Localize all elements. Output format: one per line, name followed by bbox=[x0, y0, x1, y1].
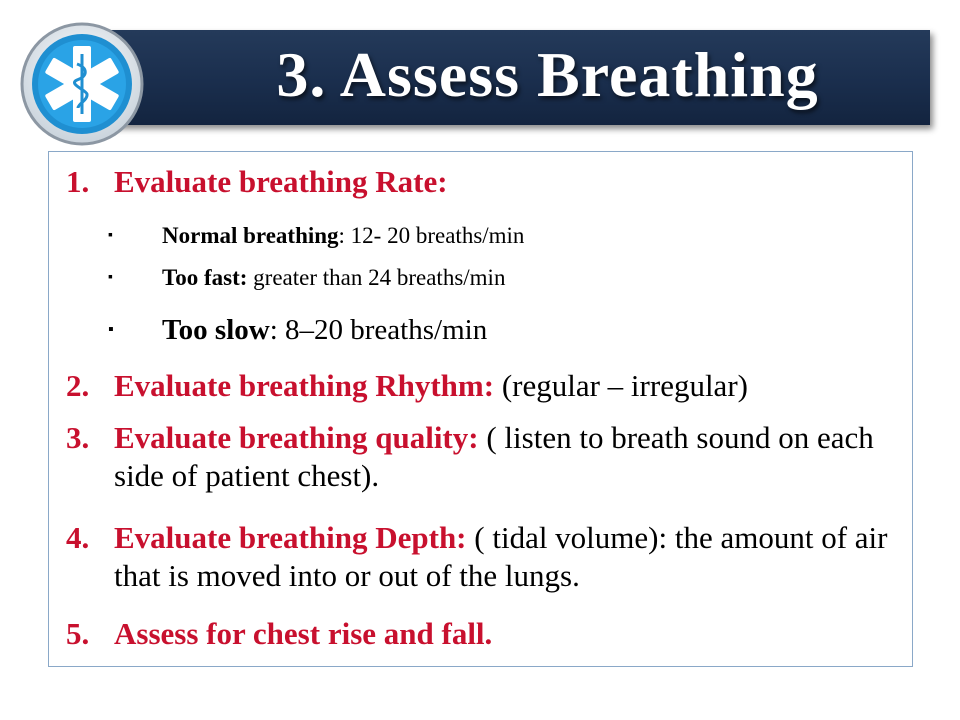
item-text: Evaluate breathing Rate: bbox=[114, 164, 448, 199]
bullet-icon: ▪ bbox=[108, 270, 113, 285]
bullet-icon: ▪ bbox=[108, 321, 114, 338]
item-text: Assess for chest rise and fall. bbox=[114, 616, 493, 651]
item-number: 5. bbox=[66, 616, 90, 651]
item-number: 2. bbox=[66, 368, 90, 403]
item-text: Evaluate breathing Rhythm: (regular – irregular) bbox=[114, 368, 748, 403]
bullet-icon: ▪ bbox=[108, 228, 113, 243]
item-number: 4. bbox=[66, 520, 90, 555]
item-text: Evaluate breathing quality: ( listen to breath sound on each side of patient chest). bbox=[114, 420, 874, 493]
item-text: Evaluate breathing Depth: ( tidal volume): the amount of air that is moved into or out of the lungs. bbox=[114, 520, 888, 593]
star-of-life-icon bbox=[18, 20, 146, 148]
item-number: 3. bbox=[66, 420, 90, 455]
slide-title: 3. Assess Breathing bbox=[276, 39, 819, 110]
item-number: 1. bbox=[66, 164, 90, 199]
title-banner bbox=[70, 30, 930, 125]
